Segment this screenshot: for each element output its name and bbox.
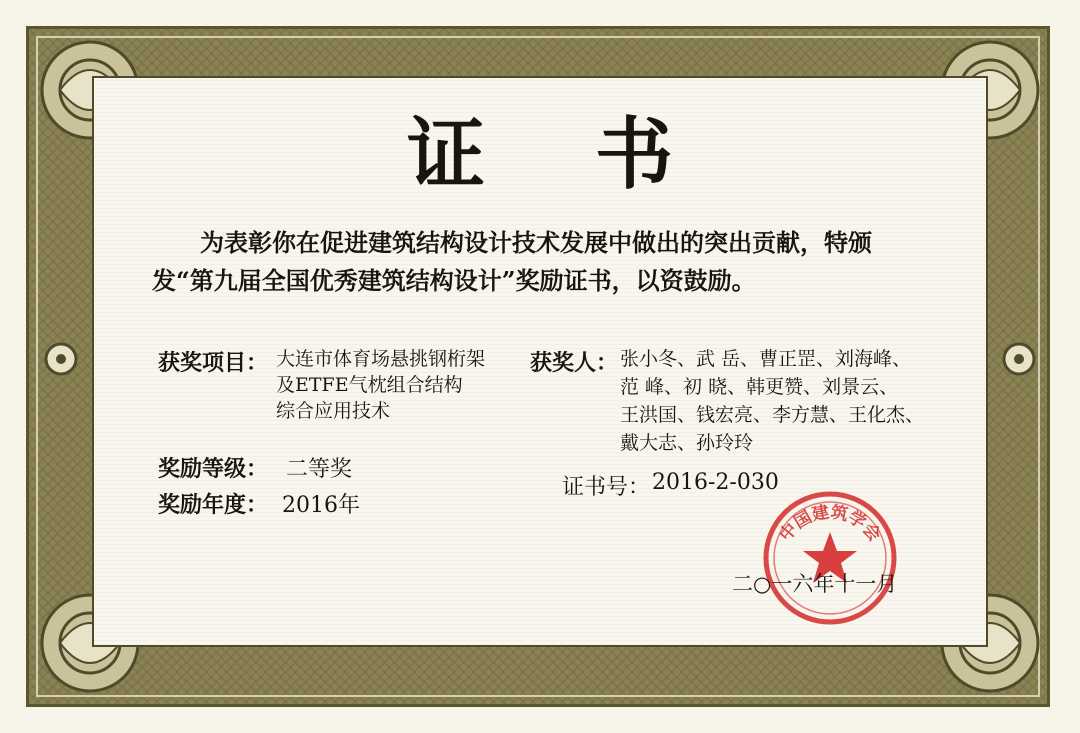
winners-line-1: 张小冬、武 岳、曹正罡、刘海峰、 bbox=[620, 348, 912, 370]
seal-text: 中国建筑学会 bbox=[775, 502, 885, 545]
winners-line-2: 范 峰、初 晓、韩更赞、刘景云、 bbox=[620, 376, 899, 398]
project-line-1: 大连市体育场悬挑钢桁架 bbox=[276, 348, 486, 370]
cert-no-label: 证书号： bbox=[562, 475, 651, 500]
award-statement: 为表彰你在促进建筑结构设计技术发展中做出的突出贡献，特颁发“第九届全国优秀建筑结构设计”奖励证书，以资鼓励。 bbox=[152, 228, 872, 295]
winners-label: 获奖人： bbox=[530, 350, 619, 376]
cert-no-value: 2016-2-030 bbox=[652, 470, 779, 495]
level-label: 奖励等级： bbox=[158, 456, 269, 482]
winners-line-3: 王洪国、钱宏亮、李方慧、王化杰、 bbox=[620, 404, 925, 426]
project-line-3: 综合应用技术 bbox=[276, 400, 391, 422]
certificate-title: 证书 bbox=[406, 109, 783, 200]
winners-line-4: 戴大志、孙玲玲 bbox=[620, 432, 754, 454]
official-seal bbox=[760, 488, 900, 628]
project-label: 获奖项目： bbox=[158, 350, 269, 376]
side-medallion-right bbox=[1002, 342, 1036, 376]
project-line-2: 及ETFE气枕组合结构 bbox=[276, 374, 463, 396]
year-value: 2016年 bbox=[282, 493, 360, 518]
level-value: 二等奖 bbox=[286, 457, 353, 482]
issue-date: 二○一六年十一月 bbox=[732, 572, 898, 596]
side-medallion-left bbox=[44, 342, 78, 376]
year-label: 奖励年度： bbox=[158, 492, 269, 518]
